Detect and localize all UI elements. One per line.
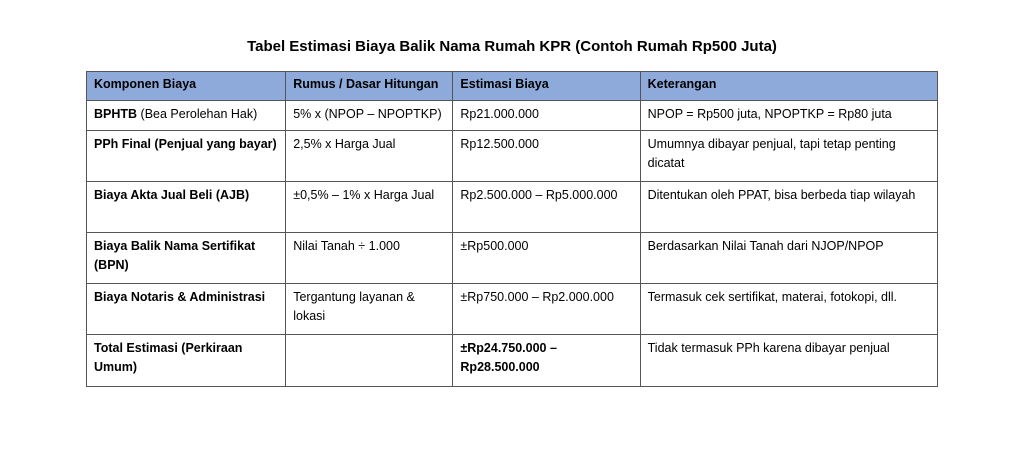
komponen-bold: Total Estimasi (Perkiraan Umum) bbox=[94, 341, 243, 374]
cell-komponen bbox=[87, 131, 286, 182]
cell-rumus: ±0,5% – 1% x Harga Jual bbox=[286, 182, 453, 233]
table-row bbox=[87, 284, 938, 335]
cell-komponen bbox=[87, 233, 286, 284]
cell-estimasi: ±Rp24.750.000 – Rp28.500.000 bbox=[453, 335, 640, 387]
cell-keterangan: Berdasarkan Nilai Tanah dari NJOP/NPOP bbox=[640, 233, 937, 284]
cell-keterangan: Umumnya dibayar penjual, tapi tetap penting dicatat bbox=[640, 131, 937, 182]
table-header-row bbox=[87, 72, 938, 101]
cost-estimate-table bbox=[86, 71, 938, 387]
cell-rumus: 5% x (NPOP – NPOPTKP) bbox=[286, 101, 453, 131]
cell-estimasi: Rp12.500.000 bbox=[453, 131, 640, 182]
cell-keterangan: NPOP = Rp500 juta, NPOPTKP = Rp80 juta bbox=[640, 101, 937, 131]
cell-komponen bbox=[87, 101, 286, 131]
cell-keterangan: Termasuk cek sertifikat, materai, fotokopi, dll. bbox=[640, 284, 937, 335]
cell-keterangan: Tidak termasuk PPh karena dibayar penjual bbox=[640, 335, 937, 387]
cell-komponen bbox=[87, 284, 286, 335]
header-rumus: Rumus / Dasar Hitungan bbox=[286, 72, 453, 101]
header-estimasi: Estimasi Biaya bbox=[453, 72, 640, 101]
komponen-bold: BPHTB bbox=[94, 107, 138, 121]
table-title: Tabel Estimasi Biaya Balik Nama Rumah KPR (Contoh Rumah Rp500 Juta) bbox=[247, 38, 777, 55]
cell-estimasi: ±Rp500.000 bbox=[453, 233, 640, 284]
table-row bbox=[87, 101, 938, 131]
header-komponen: Komponen Biaya bbox=[87, 72, 286, 101]
cell-estimasi: ±Rp750.000 – Rp2.000.000 bbox=[453, 284, 640, 335]
cell-komponen bbox=[87, 335, 286, 387]
table-row bbox=[87, 131, 938, 182]
komponen-bold: Biaya Notaris & Administrasi bbox=[94, 290, 266, 304]
komponen-bold: Biaya Akta Jual Beli (AJB) bbox=[94, 188, 250, 202]
cell-rumus: Tergantung layanan & lokasi bbox=[286, 284, 453, 335]
table-row bbox=[87, 182, 938, 233]
header-keterangan: Keterangan bbox=[640, 72, 937, 101]
cell-rumus: Nilai Tanah ÷ 1.000 bbox=[286, 233, 453, 284]
cell-rumus: 2,5% x Harga Jual bbox=[286, 131, 453, 182]
cell-estimasi: Rp21.000.000 bbox=[453, 101, 640, 131]
komponen-bold: PPh Final (Penjual yang bayar) bbox=[94, 137, 277, 151]
cell-estimasi: Rp2.500.000 – Rp5.000.000 bbox=[453, 182, 640, 233]
cell-rumus bbox=[286, 335, 453, 387]
komponen-rest: (Bea Perolehan Hak) bbox=[137, 107, 258, 121]
table-row bbox=[87, 233, 938, 284]
cell-keterangan: Ditentukan oleh PPAT, bisa berbeda tiap wilayah bbox=[640, 182, 937, 233]
cell-komponen bbox=[87, 182, 286, 233]
komponen-bold: Biaya Balik Nama Sertifikat (BPN) bbox=[94, 239, 256, 272]
total-row bbox=[87, 335, 938, 387]
